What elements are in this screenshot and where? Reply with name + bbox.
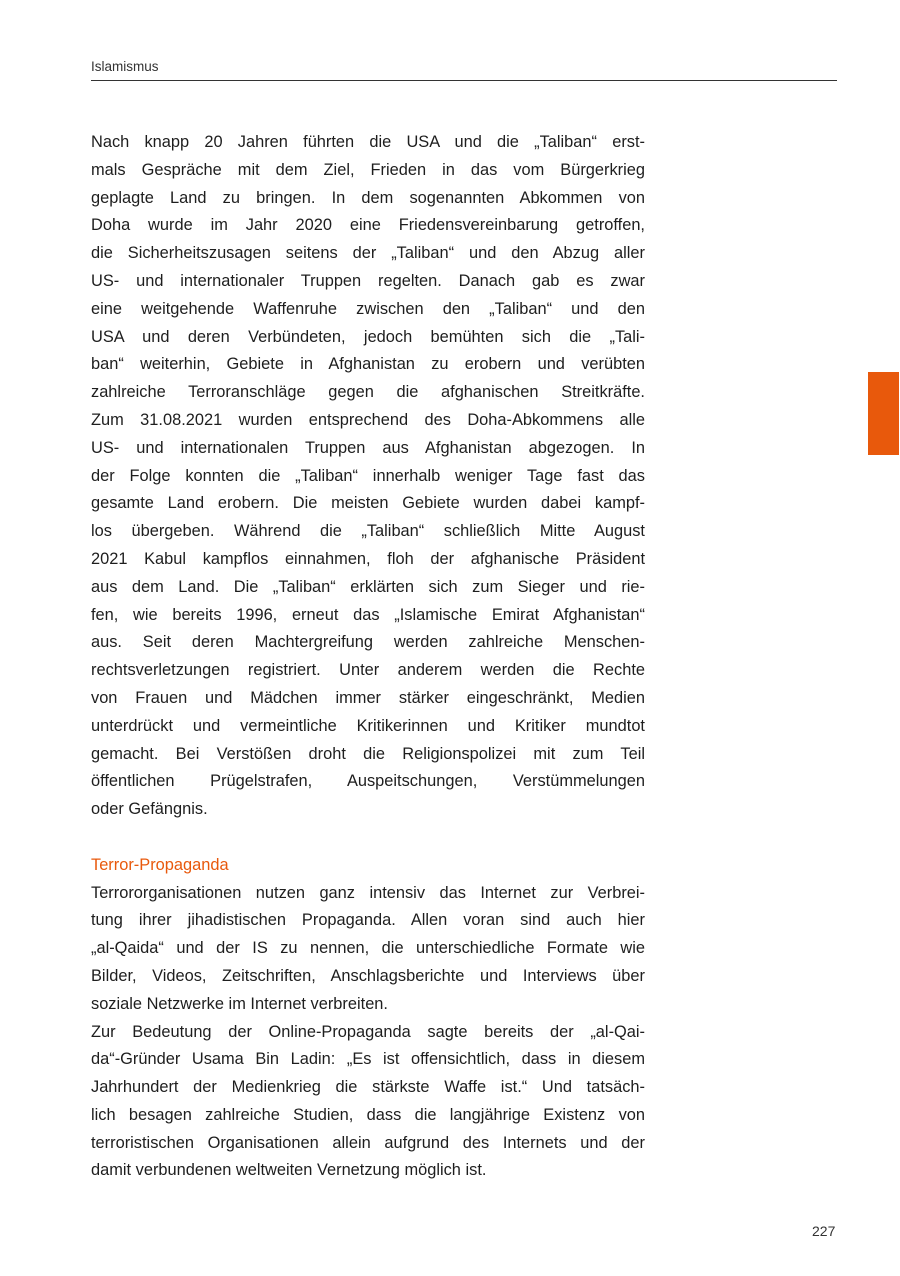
text-line: eine weitgehende Waffenruhe zwischen den „Taliban“ und den bbox=[91, 299, 645, 318]
text-line: US- und internationaler Truppen regelten. Danach gab es zwar bbox=[91, 271, 645, 290]
text-line: mals Gespräche mit dem Ziel, Frieden in das vom Bürgerkrieg bbox=[91, 160, 645, 179]
body-text bbox=[91, 129, 645, 1185]
text-line: Zur Bedeutung der Online-Propaganda sagte bereits der „al-Qai- bbox=[91, 1022, 645, 1041]
text-line: zahlreiche Terroranschläge gegen die afghanischen Streitkräfte. bbox=[91, 383, 645, 402]
text-line: US- und internationalen Truppen aus Afghanistan abgezogen. In bbox=[91, 438, 645, 457]
text-line: USA und deren Verbündeten, jedoch bemühten sich die „Tali- bbox=[91, 327, 645, 346]
text-line: fen, wie bereits 1996, erneut das „Islamische Emirat Afghanistan“ bbox=[91, 605, 645, 624]
text-line: geplagte Land zu bringen. In dem sogenannten Abkommen von bbox=[91, 188, 645, 207]
text-line: da“-Gründer Usama Bin Ladin: „Es ist offensichtlich, dass in diesem bbox=[91, 1050, 645, 1069]
text-line: los übergeben. Während die „Taliban“ schließlich Mitte August bbox=[91, 522, 645, 541]
text-line: soziale Netzwerke im Internet verbreiten. bbox=[91, 994, 388, 1013]
text-line: „al-Qaida“ und der IS zu nennen, die unterschiedliche Formate wie bbox=[91, 939, 645, 958]
intro-paragraph bbox=[91, 129, 645, 824]
section-heading: Terror-Propaganda bbox=[91, 855, 229, 874]
running-head: Islamismus bbox=[91, 59, 159, 74]
text-line: unterdrückt und vermeintliche Kritikerinnen und Kritiker mundtot bbox=[91, 716, 645, 735]
text-line: von Frauen und Mädchen immer stärker eingeschränkt, Medien bbox=[91, 688, 645, 707]
text-line: oder Gefängnis. bbox=[91, 800, 208, 819]
text-line: lich besagen zahlreiche Studien, dass die langjährige Existenz von bbox=[91, 1105, 645, 1124]
text-line: gesamte Land erobern. Die meisten Gebiete wurden dabei kampf- bbox=[91, 494, 645, 513]
text-line: Bilder, Videos, Zeitschriften, Anschlagsberichte und Interviews über bbox=[91, 966, 645, 985]
text-line: Doha wurde im Jahr 2020 eine Friedensvereinbarung getroffen, bbox=[91, 216, 645, 235]
text-line: rechtsverletzungen registriert. Unter anderem werden die Rechte bbox=[91, 661, 645, 680]
text-line: terroristischen Organisationen allein aufgrund des Internets und der bbox=[91, 1133, 645, 1152]
text-line: der Folge konnten die „Taliban“ innerhalb weniger Tage fast das bbox=[91, 466, 645, 485]
chapter-tab-marker bbox=[868, 372, 899, 455]
text-line: ban“ weiterhin, Gebiete in Afghanistan zu erobern und verübten bbox=[91, 355, 645, 374]
text-line: Terrororganisationen nutzen ganz intensiv das Internet zur Verbrei- bbox=[91, 883, 645, 902]
text-line: damit verbundenen weltweiten Vernetzung möglich ist. bbox=[91, 1161, 487, 1180]
text-line: tung ihrer jihadistischen Propaganda. Allen voran sind auch hier bbox=[91, 911, 645, 930]
text-line: aus. Seit deren Machtergreifung werden zahlreiche Menschen- bbox=[91, 633, 645, 652]
text-line: 2021 Kabul kampflos einnahmen, floh der afghanische Präsident bbox=[91, 549, 645, 568]
text-line: aus dem Land. Die „Taliban“ erklärten sich zum Sieger und rie- bbox=[91, 577, 645, 596]
text-line: die Sicherheitszusagen seitens der „Taliban“ und den Abzug aller bbox=[91, 244, 645, 263]
text-line: Nach knapp 20 Jahren führten die USA und die „Taliban“ erst- bbox=[91, 133, 645, 151]
text-line: Jahrhundert der Medienkrieg die stärkste Waffe ist.“ Und tatsäch- bbox=[91, 1078, 645, 1097]
section-paragraph bbox=[91, 880, 645, 1019]
text-line: gemacht. Bei Verstößen droht die Religionspolizei mit zum Teil bbox=[91, 744, 645, 763]
text-line: Zum 31.08.2021 wurden entsprechend des Doha-Abkommens alle bbox=[91, 410, 645, 429]
header-rule bbox=[91, 80, 837, 81]
page-number: 227 bbox=[812, 1223, 836, 1239]
blank-line bbox=[91, 824, 645, 852]
text-line: öffentlichen Prügelstrafen, Auspeitschungen, Verstümmelungen bbox=[91, 772, 645, 791]
section-paragraph bbox=[91, 1019, 645, 1186]
